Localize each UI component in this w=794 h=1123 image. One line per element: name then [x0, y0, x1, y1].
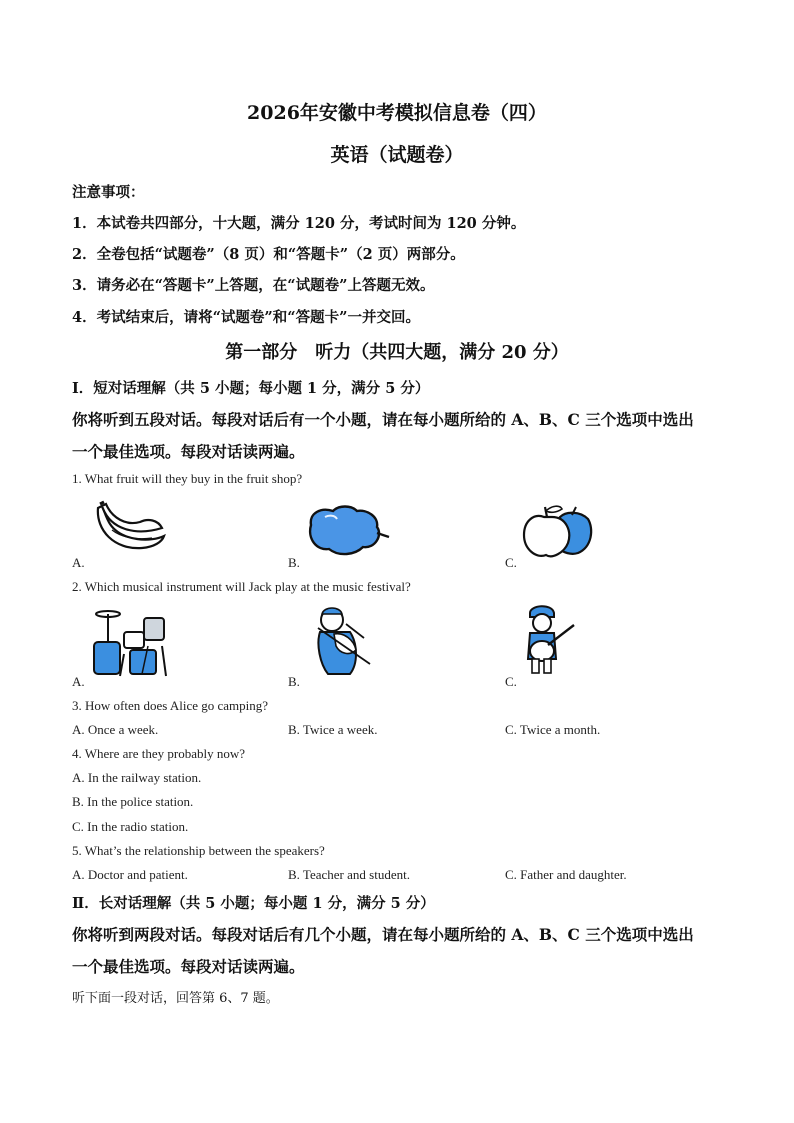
section1-instruction: 一个最佳选项。每段对话读两遍。 — [72, 442, 305, 461]
option-a[interactable]: A. Doctor and patient. — [72, 867, 188, 882]
note-item: 4．考试结束后，请将“试题卷”和“答题卡”一并交回。 — [72, 309, 420, 326]
option-a[interactable]: A. — [72, 674, 85, 689]
section1-instruction: 你将听到五段对话。每段对话后有一个小题，请在每小题所给的 A、B、C 三个选项中选出 — [72, 410, 694, 429]
banana-icon[interactable] — [92, 500, 168, 558]
exam-subtitle: 英语（试题卷） — [330, 144, 464, 166]
drums-icon[interactable] — [90, 606, 172, 678]
question-stem: 2. Which musical instrument will Jack play at the music festival? — [72, 579, 411, 594]
option-c[interactable]: C. Father and daughter. — [505, 867, 627, 882]
option-a[interactable]: A. Once a week. — [72, 722, 159, 737]
section2-heading: Ⅱ．长对话理解（共 5 小题；每小题 1 分，满分 5 分） — [72, 895, 435, 912]
option-b[interactable]: B. In the police station. — [72, 794, 194, 809]
section2-instruction: 一个最佳选项。每段对话读两遍。 — [72, 957, 305, 976]
question-stem: 5. What’s the relationship between the speakers? — [72, 843, 325, 858]
option-c[interactable]: C. Twice a month. — [505, 722, 601, 737]
part1-title: 第一部分 听力（共四大题，满分 20 分） — [225, 342, 569, 363]
violin-icon[interactable] — [310, 604, 374, 676]
option-a[interactable]: A. — [72, 555, 85, 570]
question-stem: 1. What fruit will they buy in the fruit shop? — [72, 471, 303, 486]
option-b[interactable]: B. — [288, 674, 300, 689]
note-item: 1．本试卷共四部分，十大题，满分 120 分，考试时间为 120 分钟。 — [72, 215, 526, 232]
question-stem: 4. Where are they probably now? — [72, 746, 246, 761]
section1-heading: Ⅰ．短对话理解（共 5 小题；每小题 1 分，满分 5 分） — [72, 380, 430, 397]
section2-note: 听下面一段对话，回答第 6、7 题。 — [72, 991, 279, 1006]
question-stem: 3. How often does Alice go camping? — [72, 698, 269, 713]
option-b[interactable]: B. — [288, 555, 300, 570]
exam-title: 2026年安徽中考模拟信息卷（四） — [247, 102, 547, 124]
section2-instruction: 你将听到两段对话。每段对话后有几个小题，请在每小题所给的 A、B、C 三个选项中选出 — [72, 925, 694, 944]
pear-icon[interactable] — [305, 503, 391, 559]
notes-heading: 注意事项： — [72, 184, 145, 201]
option-c[interactable]: C. — [505, 674, 517, 689]
apple-icon[interactable] — [522, 503, 594, 559]
option-a[interactable]: A. In the railway station. — [72, 770, 202, 785]
note-item: 2．全卷包括“试题卷”（8 页）和“答题卡”（2 页）两部分。 — [72, 246, 465, 263]
option-b[interactable]: B. Teacher and student. — [288, 867, 410, 882]
option-c[interactable]: C. In the radio station. — [72, 819, 189, 834]
option-b[interactable]: B. Twice a week. — [288, 722, 378, 737]
note-item: 3．请务必在“答题卡”上答题，在“试题卷”上答题无效。 — [72, 277, 435, 294]
guitar-icon[interactable] — [524, 603, 580, 675]
option-c[interactable]: C. — [505, 555, 517, 570]
